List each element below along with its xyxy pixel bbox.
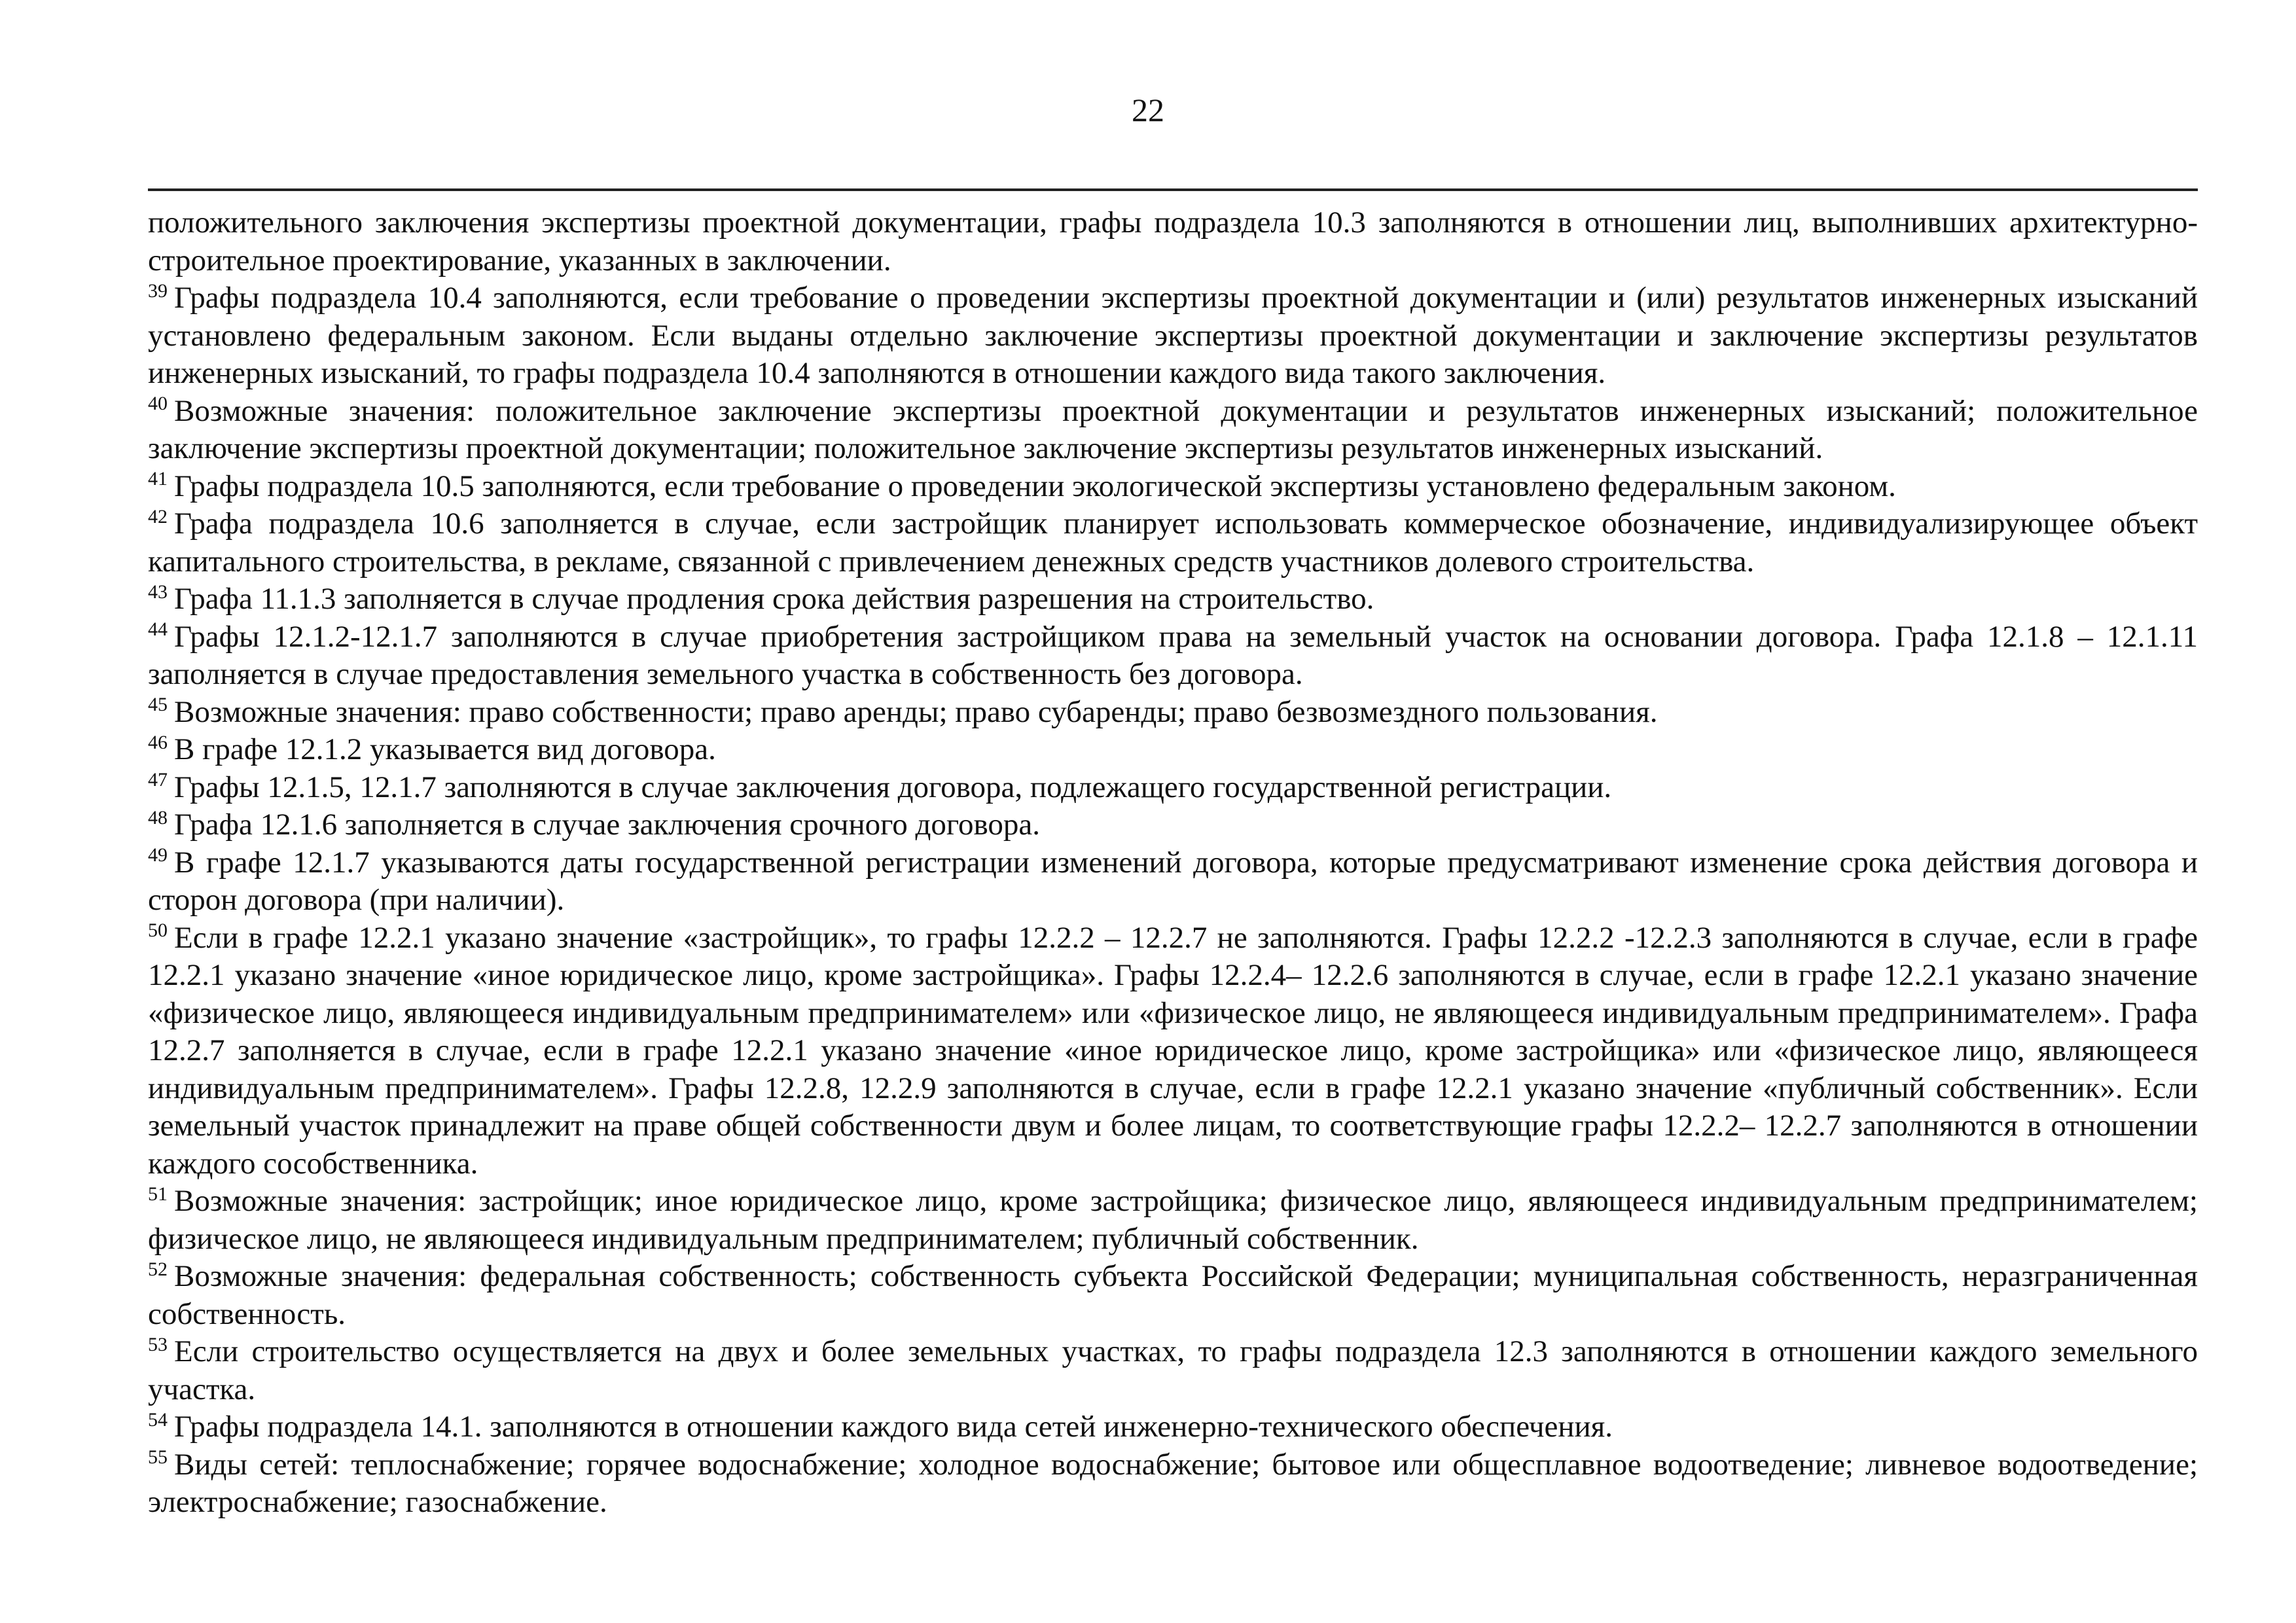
footnote-text: Графы подраздела 10.4 заполняются, если требование о проведении экспертизы проектной документации и (или) результатов инженерных изысканий установлено федеральным законом. Если выданы отдельно заключение экспертизы проектной документации и заключение экспертизы результатов инженерных изысканий, то графы подраздела 10.4 заполняются в отношении каждого вида такого заключения.: [148, 281, 2198, 390]
footnote-text: Возможные значения: застройщик; иное юридическое лицо, кроме застройщика; физическое лицо, являющееся индивидуальным предпринимателем; физическое лицо, не являющееся индивидуальным предпринимателем; публичный собственник.: [148, 1184, 2198, 1256]
footnote-number: 54: [148, 1408, 168, 1431]
footnote-number: 50: [148, 919, 168, 941]
footnote-text: Графа 12.1.6 заполняется в случае заключения срочного договора.: [174, 808, 1041, 842]
footnote-number: 42: [148, 505, 168, 527]
footnote-51: [148, 1183, 2198, 1258]
footnote-text: Графы подраздела 14.1. заполняются в отношении каждого вида сетей инженерно-технического обеспечения.: [174, 1410, 1613, 1444]
footnote-52: [148, 1258, 2198, 1333]
footnote-text: В графе 12.1.2 указывается вид договора.: [174, 732, 716, 766]
footnote-number: 46: [148, 731, 168, 753]
footnote-number: 44: [148, 618, 168, 640]
footnote-text: Если в графе 12.2.1 указано значение «застройщик», то графы 12.2.2 – 12.2.7 не заполняются. Графы 12.2.2 -12.2.3 заполняются в случае, если в графе 12.2.1 указано значение «иное юридическое лицо, кроме застройщика». Графы 12.2.4– 12.2.6 заполняются в случае, если в графе 12.2.1 указано значение «физическое лицо, являющееся индивидуальным предпринимателем» или «физическое лицо, не являющееся индивидуальным предпринимателем». Графа 12.2.7 заполняется в случае, если в графе 12.2.1 указано значение «иное юридическое лицо, кроме застройщика» или «физическое лицо, являющееся индивидуальным предпринимателем». Графы 12.2.8, 12.2.9 заполняются в случае, если в графе 12.2.1 указано значение «публичный собственник». Если земельный участок принадлежит на праве общей собственности двум и более лицам, то соответствующие графы 12.2.2– 12.2.7 заполняются в отношении каждого сособственника.: [148, 920, 2198, 1181]
footnote-text: Графы 12.1.5, 12.1.7 заполняются в случае заключения договора, подлежащего государственной регистрации.: [174, 770, 1612, 804]
footnotes: [148, 204, 2198, 1522]
footnote-number: 51: [148, 1183, 168, 1205]
footnote-continuation: положительного заключения экспертизы проектной документации, графы подраздела 10.3 заполняются в отношении лиц, выполнивших архитектурно-строительное проектирование, указанных в заключении.: [148, 205, 2198, 277]
footnote-text: Возможные значения: положительное заключение экспертизы проектной документации и результатов инженерных изысканий; положительное заключение экспертизы проектной документации; положительное заключение экспертизы результатов инженерных изысканий.: [148, 393, 2198, 465]
footnote-44: [148, 618, 2198, 694]
footnote-number: 47: [148, 769, 168, 791]
footnote-separator: [148, 188, 2198, 191]
footnote-48: [148, 806, 2198, 844]
footnote-50: [148, 919, 2198, 1183]
footnote-number: 52: [148, 1258, 168, 1280]
footnote-number: 40: [148, 393, 168, 414]
footnote-53: [148, 1333, 2198, 1408]
footnote-46: [148, 731, 2198, 769]
footnote-number: 55: [148, 1446, 168, 1468]
page-number: 22: [1132, 92, 1164, 128]
footnote-text: Графа 11.1.3 заполняется в случае продления срока действия разрешения на строительство.: [174, 582, 1374, 616]
footnote-number: 53: [148, 1333, 168, 1355]
footnote-text: Виды сетей: теплоснабжение; горячее водоснабжение; холодное водоснабжение; бытовое или общесплавное водоотведение; ливневое водоотведение; электроснабжение; газоснабжение.: [148, 1447, 2198, 1519]
footnote-45: [148, 694, 2198, 732]
footnote-number: 49: [148, 844, 168, 866]
footnote-54: [148, 1408, 2198, 1446]
footnote-number: 39: [148, 279, 168, 302]
footnote-43: [148, 580, 2198, 618]
footnote-41: [148, 468, 2198, 506]
footnote-text: Графы 12.1.2-12.1.7 заполняются в случае приобретения застройщиком права на земельный участок на основании договора. Графа 12.1.8 – 12.1.11 заполняется в случае предоставления земельного участка в собственность без договора.: [148, 619, 2198, 691]
footnote-40: [148, 393, 2198, 468]
footnote-55: [148, 1446, 2198, 1522]
footnote-text: Возможные значения: право собственности; право аренды; право субаренды; право безвозмездного пользования.: [174, 694, 1658, 729]
footnote-text: В графе 12.1.7 указываются даты государственной регистрации изменений договора, которые предусматривают изменение срока действия договора и сторон договора (при наличии).: [148, 845, 2198, 917]
footnote-39: [148, 279, 2198, 393]
footnote-number: 41: [148, 468, 168, 490]
footnote-text: Графы подраздела 10.5 заполняются, если требование о проведении экологической экспертизы установлено федеральным законом.: [174, 469, 1896, 503]
footnote-text: Возможные значения: федеральная собственность; собственность субъекта Российской Федерации; муниципальная собственность, неразграниченная собственность.: [148, 1259, 2198, 1331]
footnote-number: 48: [148, 806, 168, 829]
footnote-number: 43: [148, 580, 168, 603]
footnote-47: [148, 769, 2198, 807]
footnote-42: [148, 505, 2198, 580]
footnote-number: 45: [148, 694, 168, 715]
footnote-49: [148, 844, 2198, 919]
footnote-text: Если строительство осуществляется на двух и более земельных участках, то графы подраздела 12.3 заполняются в отношении каждого земельного участка.: [148, 1334, 2198, 1406]
footnote-text: Графа подраздела 10.6 заполняется в случае, если застройщик планирует использовать коммерческое обозначение, индивидуализирующее объект капитального строительства, в рекламе, связанной с привлечением денежных средств участников долевого строительства.: [148, 507, 2198, 579]
